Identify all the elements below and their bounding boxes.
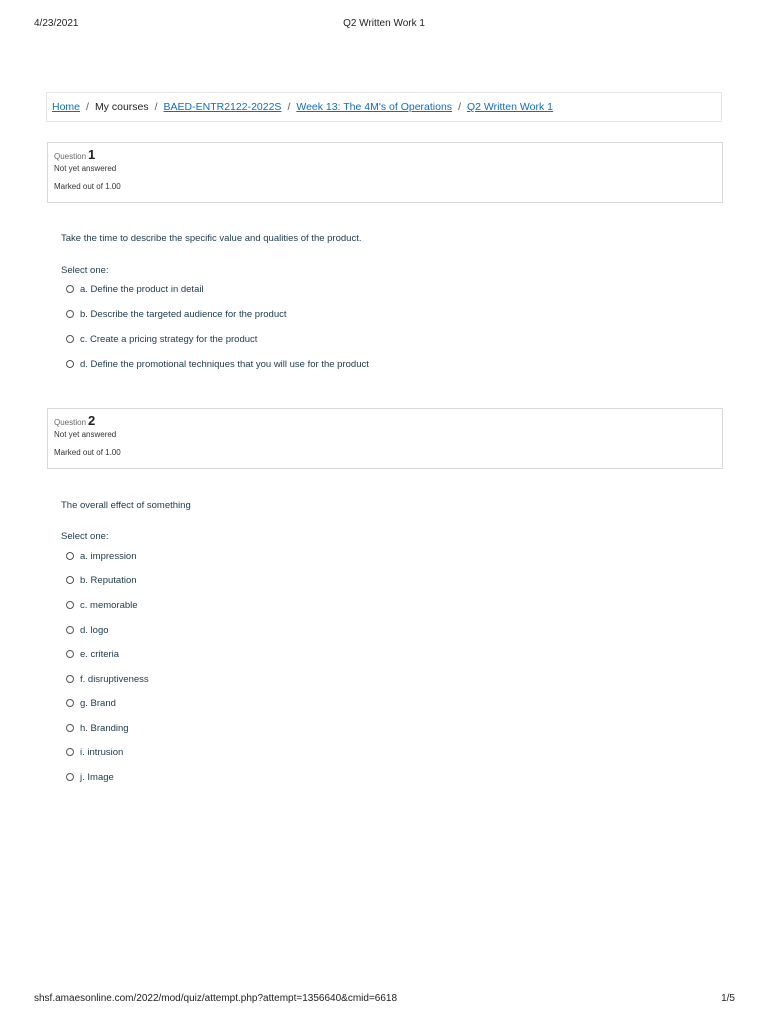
option-label: a. impression <box>80 550 137 562</box>
radio-button[interactable] <box>66 335 74 343</box>
option-label: d. Define the promotional techniques that you will use for the product <box>80 358 369 370</box>
option-label: e. criteria <box>80 648 120 660</box>
option-label: g. Brand <box>80 697 116 709</box>
question-1-option-c[interactable] <box>66 332 257 346</box>
question-2-prompt: Select one: <box>61 531 109 542</box>
question-2-option-f[interactable] <box>66 672 149 686</box>
question-number <box>54 147 722 164</box>
option-label: i. intrusion <box>80 746 124 758</box>
question-2-option-g[interactable] <box>66 696 116 710</box>
option-label: a. Define the product in detail <box>80 283 204 295</box>
question-2-option-a[interactable] <box>66 549 137 563</box>
breadcrumb-my-courses: My courses <box>94 101 149 113</box>
question-2-option-i[interactable] <box>66 745 123 759</box>
option-label: b. Describe the targeted audience for the product <box>80 308 287 320</box>
question-1-prompt: Select one: <box>61 265 109 276</box>
question-number-value: 1 <box>88 147 96 162</box>
option-label: c. memorable <box>80 599 138 611</box>
question-2-option-j[interactable] <box>66 770 114 784</box>
question-2-option-h[interactable] <box>66 721 129 735</box>
breadcrumb-separator: / <box>287 101 291 113</box>
breadcrumb-separator: / <box>458 101 461 113</box>
question-2-text: The overall effect of something <box>61 500 191 511</box>
print-url: shsf.amaesonline.com/2022/mod/quiz/attempt.php?attempt=1356640&cmid=6618 <box>34 993 398 1004</box>
option-label: d. logo <box>80 624 109 636</box>
option-label: b. Reputation <box>80 574 137 586</box>
print-page-number: 1/5 <box>721 993 735 1004</box>
question-2-option-b[interactable] <box>66 573 137 587</box>
breadcrumb <box>46 92 722 122</box>
question-1-option-a[interactable] <box>66 282 204 296</box>
radio-button[interactable] <box>66 360 74 368</box>
radio-button[interactable] <box>66 552 74 560</box>
radio-button[interactable] <box>66 699 74 707</box>
breadcrumb-home-link[interactable]: Home <box>52 101 81 113</box>
breadcrumb-week-link[interactable]: Week 13: The 4M's of Operations <box>296 101 453 113</box>
radio-button[interactable] <box>66 310 74 318</box>
radio-button[interactable] <box>66 285 74 293</box>
print-title: Q2 Written Work 1 <box>343 18 425 29</box>
breadcrumb-course-link[interactable]: BAED-ENTR2122-2022S <box>163 101 282 113</box>
print-date: 4/23/2021 <box>34 18 79 29</box>
question-1-text: Take the time to describe the specific value and qualities of the product. <box>61 233 362 244</box>
question-marks: Marked out of 1.00 <box>54 448 121 457</box>
question-2-option-c[interactable] <box>66 598 138 612</box>
radio-button[interactable] <box>66 773 74 781</box>
breadcrumb-separator: / <box>154 101 158 113</box>
question-label: Question <box>54 418 87 427</box>
question-1-info <box>47 142 723 203</box>
radio-button[interactable] <box>66 601 74 609</box>
radio-button[interactable] <box>66 650 74 658</box>
radio-button[interactable] <box>66 748 74 756</box>
question-2-info <box>47 408 723 469</box>
radio-button[interactable] <box>66 675 74 683</box>
breadcrumb-separator: / <box>86 101 89 113</box>
question-status: Not yet answered <box>54 430 117 439</box>
question-number-value: 2 <box>88 413 96 428</box>
option-label: h. Branding <box>80 722 129 734</box>
question-label: Question <box>54 152 87 161</box>
option-label: f. disruptiveness <box>80 673 149 685</box>
question-status: Not yet answered <box>54 164 117 173</box>
option-label: j. Image <box>80 771 114 783</box>
question-1-option-d[interactable] <box>66 357 369 371</box>
breadcrumb-quiz-link[interactable]: Q2 Written Work 1 <box>466 101 553 113</box>
radio-button[interactable] <box>66 576 74 584</box>
question-number <box>54 413 722 430</box>
option-label: c. Create a pricing strategy for the product <box>80 333 258 345</box>
question-2-option-e[interactable] <box>66 647 119 661</box>
question-1-option-b[interactable] <box>66 307 287 321</box>
radio-button[interactable] <box>66 724 74 732</box>
radio-button[interactable] <box>66 626 74 634</box>
question-2-option-d[interactable] <box>66 623 109 637</box>
question-marks: Marked out of 1.00 <box>54 182 121 191</box>
